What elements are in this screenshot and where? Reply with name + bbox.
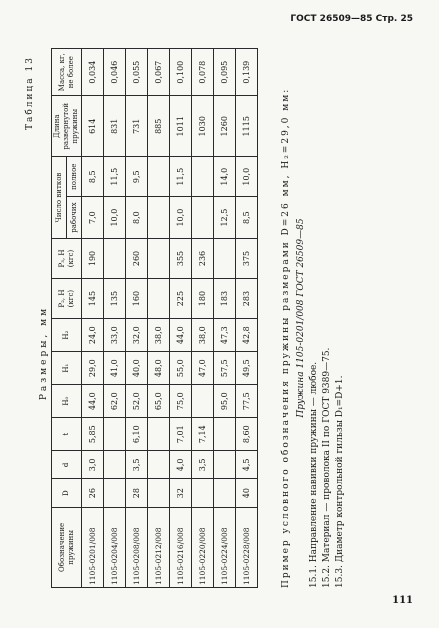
sizes-caption: Размеры, мм [39, 305, 49, 401]
table-row [192, 49, 214, 588]
col-full: полное [67, 157, 82, 197]
cell-working: 10,0 [170, 197, 192, 239]
cell-P2: 160 [126, 279, 148, 319]
table-row [148, 49, 170, 588]
cell-designation: 1105-0212/008 [148, 507, 170, 587]
table-row [82, 49, 104, 588]
col-length: Длина развернутой пружины [52, 96, 82, 157]
example-designation: Пружина 1105-0201/008 ГОСТ 26509—85 [296, 218, 306, 418]
cell-H2: 44,0 [170, 319, 192, 352]
cell-full: 11,5 [170, 157, 192, 197]
cell-P3 [214, 238, 236, 278]
cell-d: 3,5 [126, 451, 148, 479]
cell-H0: 77,5 [236, 385, 258, 418]
cell-working: 7,0 [82, 197, 104, 239]
cell-H0: 44,0 [82, 385, 104, 418]
cell-d [214, 451, 236, 479]
cell-full: 8,5 [82, 157, 104, 197]
cell-H0: 95,0 [214, 385, 236, 418]
page-header: ГОСТ 26509—85 Стр. 25 [290, 14, 413, 24]
table-row [236, 49, 258, 588]
cell-full: 14,0 [214, 157, 236, 197]
cell-H1: 40,0 [126, 352, 148, 385]
cell-H0: 75,0 [170, 385, 192, 418]
cell-d: 4,0 [170, 451, 192, 479]
col-d: d [52, 451, 82, 479]
cell-mass: 0,067 [148, 49, 170, 96]
col-D: D [52, 479, 82, 507]
col-P2: P₂, Н (кгс) [52, 279, 82, 319]
cell-t: 6,10 [126, 418, 148, 451]
cell-P2: 135 [104, 279, 126, 319]
cell-full: 11,5 [104, 157, 126, 197]
cell-D: 40 [236, 479, 258, 507]
cell-H1: 29,0 [82, 352, 104, 385]
cell-P2: 180 [192, 279, 214, 319]
cell-full [192, 157, 214, 197]
cell-length: 614 [82, 96, 104, 157]
cell-H0: 65,0 [148, 385, 170, 418]
cell-H2: 38,0 [192, 319, 214, 352]
cell-D [214, 479, 236, 507]
cell-working [148, 197, 170, 239]
col-t: t [52, 418, 82, 451]
cell-H2: 33,0 [104, 319, 126, 352]
cell-d: 4,5 [236, 451, 258, 479]
notes-block [280, 48, 347, 588]
cell-P3: 236 [192, 238, 214, 278]
col-H1: H₁ [52, 352, 82, 385]
cell-mass: 0,055 [126, 49, 148, 96]
note-material: 15.2. Материал — проволока II по ГОСТ 9389—75. [322, 347, 332, 588]
cell-H1: 57,5 [214, 352, 236, 385]
cell-H2: 42,8 [236, 319, 258, 352]
cell-length: 1260 [214, 96, 236, 157]
cell-t [104, 418, 126, 451]
cell-D [104, 479, 126, 507]
col-H0: H₀ [52, 385, 82, 418]
cell-designation: 1105-0216/008 [170, 507, 192, 587]
cell-designation: 1105-0208/008 [126, 507, 148, 587]
col-P3: P₃, Н (кгс) [52, 238, 82, 278]
cell-P3 [148, 238, 170, 278]
cell-D: 32 [170, 479, 192, 507]
cell-mass: 0,139 [236, 49, 258, 96]
cell-full: 10,0 [236, 157, 258, 197]
cell-P3: 190 [82, 238, 104, 278]
cell-H2: 24,0 [82, 319, 104, 352]
cell-length: 1115 [236, 96, 258, 157]
cell-P3 [104, 238, 126, 278]
rotated-content [25, 48, 405, 588]
example-title: Пример условного обозначения пружины размерами D=26 мм, H₂=29,0 мм: [281, 87, 291, 588]
cell-d: 3,5 [192, 451, 214, 479]
col-turns: Число витков [52, 157, 67, 239]
cell-length: 831 [104, 96, 126, 157]
cell-d [104, 451, 126, 479]
cell-designation: 1105-0224/008 [214, 507, 236, 587]
cell-P3: 375 [236, 238, 258, 278]
col-mass: Масса, кг, не более [52, 49, 82, 96]
cell-P3: 355 [170, 238, 192, 278]
note-winding: 15.1. Направление навивки пружины — любое. [309, 361, 319, 588]
cell-mass: 0,095 [214, 49, 236, 96]
cell-H2: 38,0 [148, 319, 170, 352]
cell-working: 10,0 [104, 197, 126, 239]
cell-P2: 283 [236, 279, 258, 319]
cell-t: 5,85 [82, 418, 104, 451]
cell-H1: 41,0 [104, 352, 126, 385]
cell-H1: 55,0 [170, 352, 192, 385]
cell-working [192, 197, 214, 239]
cell-H1: 49,5 [236, 352, 258, 385]
col-H2: H₂ [52, 319, 82, 352]
cell-mass: 0,046 [104, 49, 126, 96]
cell-mass: 0,034 [82, 49, 104, 96]
table-row [126, 49, 148, 588]
cell-D [192, 479, 214, 507]
cell-working: 8,5 [236, 197, 258, 239]
table-row [104, 49, 126, 588]
cell-H1: 48,0 [148, 352, 170, 385]
cell-t: 8,60 [236, 418, 258, 451]
cell-mass: 0,100 [170, 49, 192, 96]
cell-working: 12,5 [214, 197, 236, 239]
cell-D [148, 479, 170, 507]
cell-H1: 47,0 [192, 352, 214, 385]
table-caption: Таблица 13 [25, 56, 35, 130]
cell-working: 8,0 [126, 197, 148, 239]
cell-P3: 260 [126, 238, 148, 278]
cell-D: 28 [126, 479, 148, 507]
cell-d [148, 451, 170, 479]
table-row [170, 49, 192, 588]
cell-length: 1030 [192, 96, 214, 157]
cell-full [148, 157, 170, 197]
cell-H0: 52,0 [126, 385, 148, 418]
cell-length: 731 [126, 96, 148, 157]
cell-H2: 47,3 [214, 319, 236, 352]
cell-t [148, 418, 170, 451]
cell-H0 [192, 385, 214, 418]
cell-H2: 32,0 [126, 319, 148, 352]
cell-t: 7,14 [192, 418, 214, 451]
cell-P2: 183 [214, 279, 236, 319]
springs-table [51, 48, 258, 588]
cell-designation: 1105-0228/008 [236, 507, 258, 587]
cell-designation: 1105-0201/008 [82, 507, 104, 587]
cell-P2: 225 [170, 279, 192, 319]
cell-designation: 1105-0204/008 [104, 507, 126, 587]
col-designation: Обозначение пружины [52, 507, 82, 587]
cell-length: 1011 [170, 96, 192, 157]
col-working: рабочих [67, 197, 82, 239]
cell-mass: 0,078 [192, 49, 214, 96]
note-gauge: 15.3. Диаметр контрольной гильзы D₁=D+1. [335, 375, 345, 588]
cell-designation: 1105-0220/008 [192, 507, 214, 587]
cell-D: 26 [82, 479, 104, 507]
cell-P2 [148, 279, 170, 319]
cell-t [214, 418, 236, 451]
cell-t: 7,01 [170, 418, 192, 451]
table-row [214, 49, 236, 588]
cell-P2: 145 [82, 279, 104, 319]
cell-length: 885 [148, 96, 170, 157]
cell-d: 3,0 [82, 451, 104, 479]
cell-full: 9,5 [126, 157, 148, 197]
cell-H0: 62,0 [104, 385, 126, 418]
page-number: 111 [392, 595, 413, 606]
